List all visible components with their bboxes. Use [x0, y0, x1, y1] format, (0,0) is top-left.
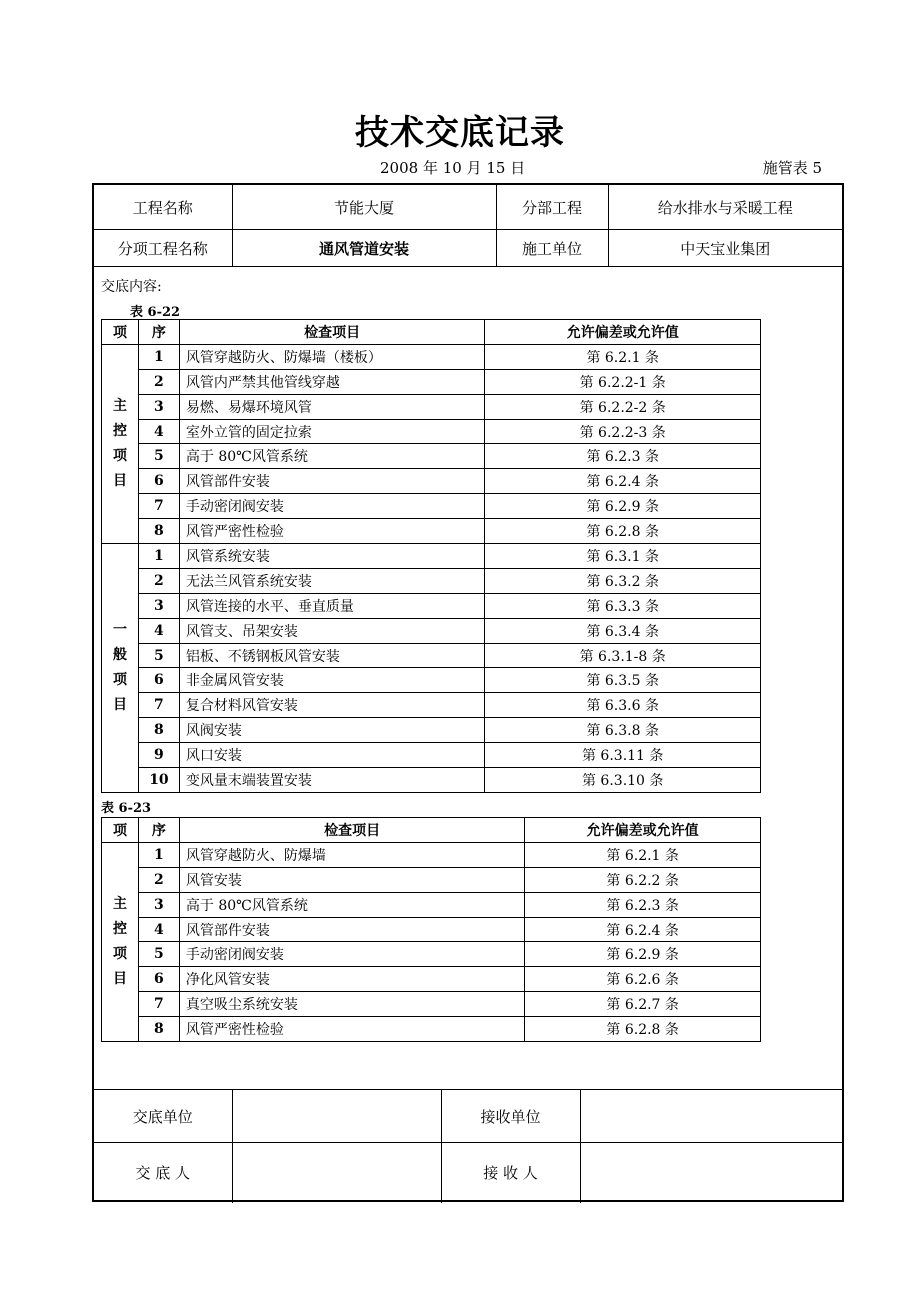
table-row [102, 369, 761, 394]
issuer-person-field[interactable] [232, 1143, 441, 1203]
table-row [102, 568, 761, 593]
row-item: 风管部件安装 [179, 469, 485, 494]
table-row [102, 743, 761, 768]
table-row [102, 494, 761, 519]
table-row [102, 917, 761, 942]
row-item: 高于 80℃风管系统 [179, 444, 485, 469]
row-number: 4 [138, 917, 179, 942]
table-row [102, 668, 761, 693]
item-project-label: 分项工程名称 [94, 230, 232, 267]
row-item: 风管严密性检验 [179, 1017, 524, 1042]
project-name-label: 工程名称 [94, 185, 232, 230]
col-header-check-item: 检查项目 [179, 320, 485, 345]
row-number: 7 [138, 693, 179, 718]
row-number: 5 [138, 643, 179, 668]
row-item: 风管安装 [179, 867, 524, 892]
col-header-seq: 序 [138, 818, 179, 843]
row-item: 高于 80℃风管系统 [179, 892, 524, 917]
signature-table [94, 1089, 842, 1203]
row-item: 非金属风管安装 [179, 668, 485, 693]
row-item: 风管严密性检验 [179, 519, 485, 544]
row-value: 第 6.2.1 条 [485, 344, 761, 369]
row-number: 5 [138, 942, 179, 967]
header-table [94, 185, 842, 267]
row-number: 1 [138, 842, 179, 867]
record-date: 2008 年 10 月 15 日 [380, 159, 526, 177]
issuer-person-label: 交 底 人 [94, 1143, 232, 1203]
row-value: 第 6.3.1-8 条 [485, 643, 761, 668]
row-value: 第 6.3.6 条 [485, 693, 761, 718]
row-item: 风阀安装 [179, 718, 485, 743]
col-header-tolerance: 允许偏差或允许值 [525, 818, 761, 843]
row-number: 7 [138, 494, 179, 519]
project-name-value: 节能大厦 [232, 185, 496, 230]
table-row [102, 842, 761, 867]
row-item: 易燃、易爆环境风管 [179, 394, 485, 419]
row-item: 风口安装 [179, 743, 485, 768]
row-item: 风管支、吊架安装 [179, 618, 485, 643]
col-header-category: 项 [102, 320, 139, 345]
receiver-person-label: 接 收 人 [441, 1143, 580, 1203]
contractor-label: 施工单位 [496, 230, 608, 267]
issuer-unit-field[interactable] [232, 1090, 441, 1143]
table-row [102, 469, 761, 494]
table-row [102, 718, 761, 743]
table-row [102, 643, 761, 668]
table-row [102, 992, 761, 1017]
row-value: 第 6.3.3 条 [485, 593, 761, 618]
table-6-22 [101, 319, 761, 793]
row-value: 第 6.3.10 条 [485, 768, 761, 793]
receiver-unit-label: 接收单位 [441, 1090, 580, 1143]
table-row [102, 344, 761, 369]
table-row [102, 967, 761, 992]
row-number: 2 [138, 568, 179, 593]
table-row [102, 942, 761, 967]
row-number: 1 [138, 344, 179, 369]
row-value: 第 6.2.4 条 [525, 917, 761, 942]
row-number: 8 [138, 1017, 179, 1042]
row-value: 第 6.2.2-3 条 [485, 419, 761, 444]
row-number: 6 [138, 668, 179, 693]
table-row [102, 892, 761, 917]
row-value: 第 6.2.2-2 条 [485, 394, 761, 419]
row-number: 10 [138, 768, 179, 793]
row-value: 第 6.3.1 条 [485, 544, 761, 569]
row-value: 第 6.2.3 条 [525, 892, 761, 917]
row-value: 第 6.2.2 条 [525, 867, 761, 892]
col-header-seq: 序 [138, 320, 179, 345]
row-number: 7 [138, 992, 179, 1017]
row-value: 第 6.2.4 条 [485, 469, 761, 494]
col-header-check-item: 检查项目 [179, 818, 524, 843]
row-value: 第 6.2.8 条 [485, 519, 761, 544]
row-number: 8 [138, 519, 179, 544]
row-value: 第 6.2.9 条 [485, 494, 761, 519]
row-item: 净化风管安装 [179, 967, 524, 992]
table-row [102, 618, 761, 643]
table-row [102, 867, 761, 892]
issuer-unit-label: 交底单位 [94, 1090, 232, 1143]
row-item: 无法兰风管系统安装 [179, 568, 485, 593]
table-row [102, 419, 761, 444]
row-value: 第 6.2.8 条 [525, 1017, 761, 1042]
row-number: 2 [138, 369, 179, 394]
row-value: 第 6.3.2 条 [485, 568, 761, 593]
page-title: 技术交底记录 [355, 113, 565, 153]
table-row [102, 1017, 761, 1042]
contractor-value: 中天宝业集团 [608, 230, 842, 267]
table2-caption: 表 6-23 [101, 801, 152, 816]
row-item: 手动密闭阀安装 [179, 942, 524, 967]
row-value: 第 6.2.3 条 [485, 444, 761, 469]
table-6-23 [101, 817, 761, 1042]
row-number: 4 [138, 419, 179, 444]
row-value: 第 6.2.6 条 [525, 967, 761, 992]
row-number: 5 [138, 444, 179, 469]
row-number: 3 [138, 892, 179, 917]
group-main-control: 主 控 项 目 [102, 344, 139, 543]
row-item: 风管内严禁其他管线穿越 [179, 369, 485, 394]
row-number: 6 [138, 469, 179, 494]
row-item: 风管穿越防火、防爆墙（楼板） [179, 344, 485, 369]
group-main-control: 主 控 项 目 [102, 842, 139, 1041]
table-row [102, 693, 761, 718]
table-row [102, 768, 761, 793]
row-number: 1 [138, 544, 179, 569]
row-item: 变风量末端装置安装 [179, 768, 485, 793]
row-value: 第 6.2.1 条 [525, 842, 761, 867]
row-item: 风管连接的水平、垂直质量 [179, 593, 485, 618]
row-number: 4 [138, 618, 179, 643]
row-value: 第 6.3.5 条 [485, 668, 761, 693]
row-value: 第 6.2.2-1 条 [485, 369, 761, 394]
row-value: 第 6.2.7 条 [525, 992, 761, 1017]
col-header-tolerance: 允许偏差或允许值 [485, 320, 761, 345]
receiver-person-field[interactable] [580, 1143, 842, 1203]
row-value: 第 6.3.8 条 [485, 718, 761, 743]
table-row [102, 444, 761, 469]
group-general: 一 般 项 目 [102, 544, 139, 793]
table-row [102, 593, 761, 618]
row-item: 真空吸尘系统安装 [179, 992, 524, 1017]
row-number: 6 [138, 967, 179, 992]
row-number: 2 [138, 867, 179, 892]
content-label: 交底内容: [101, 279, 162, 295]
receiver-unit-field[interactable] [580, 1090, 842, 1143]
sub-project-label: 分部工程 [496, 185, 608, 230]
row-item: 风管系统安装 [179, 544, 485, 569]
table-row [102, 544, 761, 569]
col-header-category: 项 [102, 818, 139, 843]
row-number: 3 [138, 593, 179, 618]
table-row [102, 519, 761, 544]
form-number: 施管表 5 [762, 159, 822, 177]
table1-caption: 表 6-22 [130, 305, 181, 320]
row-value: 第 6.2.9 条 [525, 942, 761, 967]
row-number: 3 [138, 394, 179, 419]
row-item: 复合材料风管安装 [179, 693, 485, 718]
item-project-value: 通风管道安装 [232, 230, 496, 267]
record-frame [92, 183, 844, 1202]
row-item: 铝板、不锈钢板风管安装 [179, 643, 485, 668]
row-item: 风管穿越防火、防爆墙 [179, 842, 524, 867]
row-value: 第 6.3.4 条 [485, 618, 761, 643]
row-item: 风管部件安装 [179, 917, 524, 942]
row-number: 8 [138, 718, 179, 743]
row-item: 室外立管的固定拉索 [179, 419, 485, 444]
row-number: 9 [138, 743, 179, 768]
table-row [102, 394, 761, 419]
row-value: 第 6.3.11 条 [485, 743, 761, 768]
row-item: 手动密闭阀安装 [179, 494, 485, 519]
sub-project-value: 给水排水与采暖工程 [608, 185, 842, 230]
